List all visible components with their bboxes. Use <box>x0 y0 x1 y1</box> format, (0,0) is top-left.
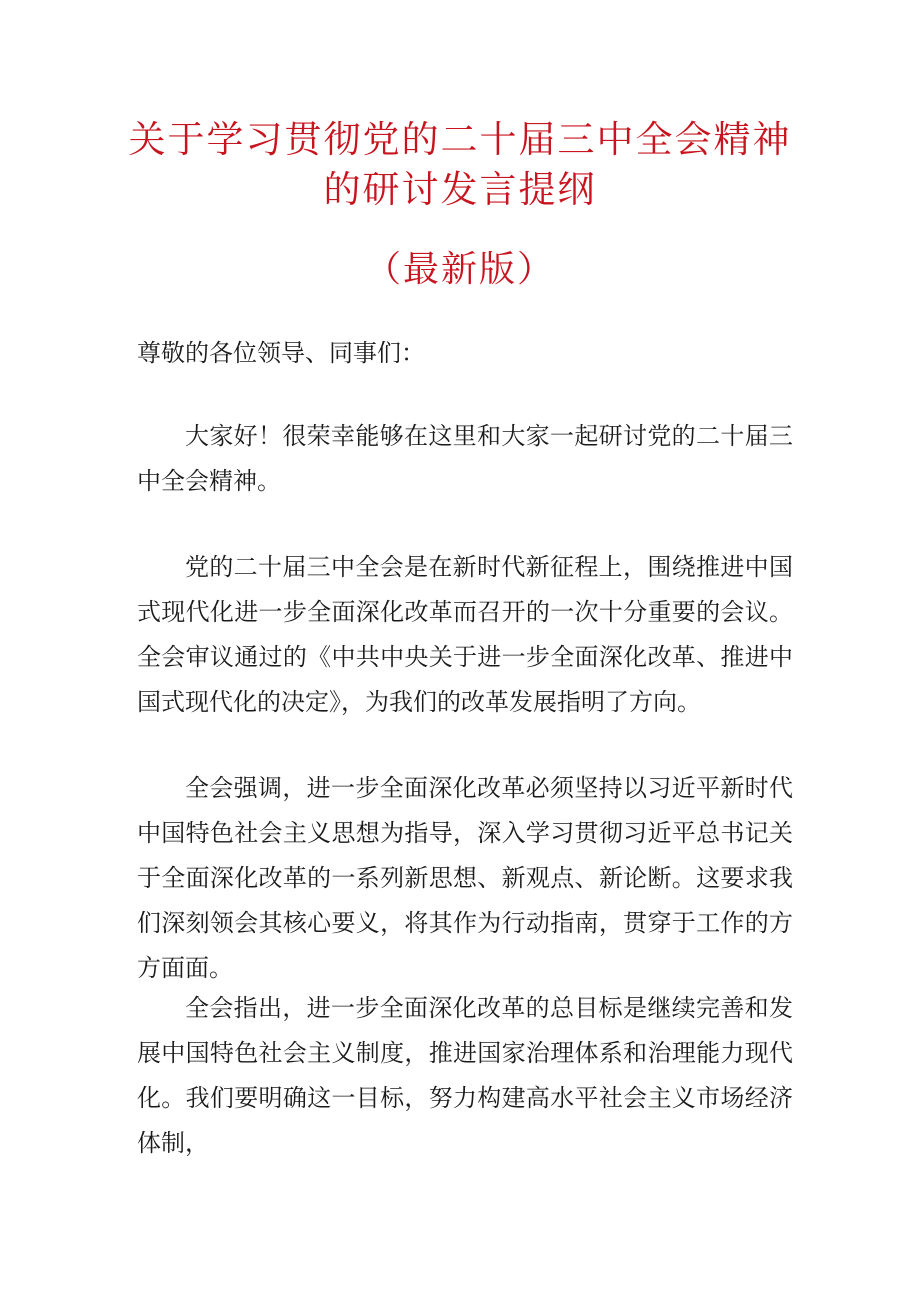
paragraph-2: 党的二十届三中全会是在新时代新征程上，围绕推进中国式现代化进一步全面深化改革而召开的一次十分重要的会议。全会审议通过的《中共中央关于进一步全面深化改革、推进中国式现代化的决定》，为我们的改革发展指明了方向。 <box>137 553 793 716</box>
title-line-2: 的研讨发言提纲 <box>323 168 597 211</box>
document-subtitle: （最新版） <box>364 249 555 290</box>
salutation: 尊敬的各位领导、同事们： <box>137 339 425 367</box>
paragraph-1: 大家好！很荣幸能够在这里和大家一起研讨党的二十届三中全会精神。 <box>137 422 793 495</box>
title-line-1: 关于学习贯彻党的二十届三中全会精神 <box>128 118 792 161</box>
paragraph-4: 全会指出，进一步全面深化改革的总目标是继续完善和发展中国特色社会主义制度，推进国家治理体系和治理能力现代化。我们要明确这一目标，努力构建高水平社会主义市场经济体制， <box>137 994 793 1157</box>
document-title <box>0 116 920 214</box>
paragraph-3: 全会强调，进一步全面深化改革必须坚持以习近平新时代中国特色社会主义思想为指导，深入学习贯彻习近平总书记关于全面深化改革的一系列新思想、新观点、新论断。这要求我们深刻领会其核心要义，将其作为行动指南，贯穿于工作的方方面面。 <box>137 774 793 982</box>
